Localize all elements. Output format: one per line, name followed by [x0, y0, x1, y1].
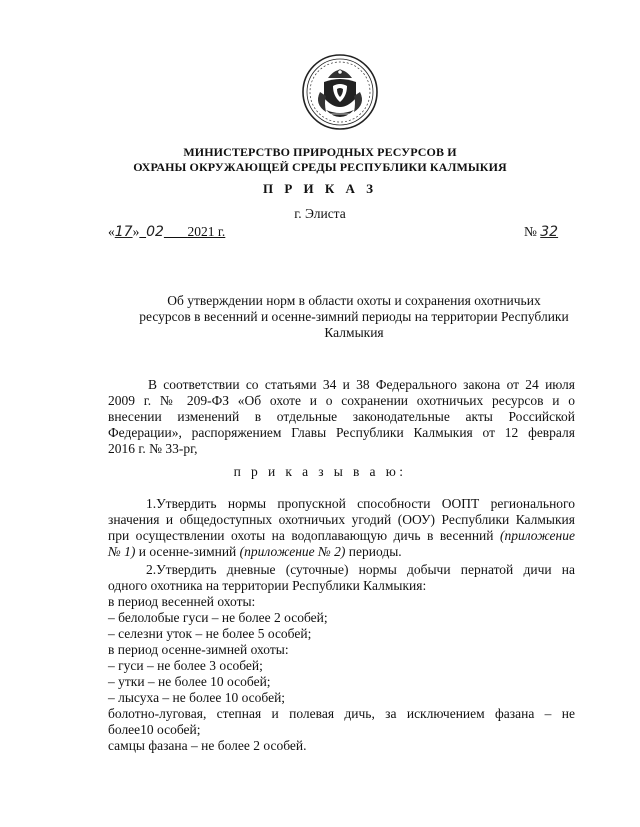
order-number-label: №	[524, 224, 537, 239]
preamble-line: В соответствии со статьями 34 и 38 Федерального закона от 24 июля	[148, 377, 575, 392]
date-open-quote: «	[108, 224, 115, 239]
order-title	[108, 293, 600, 341]
list-item: самцы фазана – не более 2 особей.	[108, 738, 307, 753]
document-type-heading: П Р И К А З	[262, 181, 378, 196]
item-1-line: значения и общедоступных охотничьих угодий (ООУ) Республики Калмыкия	[108, 512, 575, 527]
preamble-line: 2009 г. № 209-ФЗ «Об охоте и о сохранении охотничьих ресурсов и о	[108, 393, 575, 408]
date-year: 2021 г.	[187, 224, 226, 239]
title-line: ресурсов в весенний и осенне-зимний периоды на территории Республики	[139, 309, 569, 324]
date-day-handwritten: 17	[114, 224, 133, 240]
list-item: – утки – не более 10 особей;	[108, 674, 271, 689]
order-number	[524, 224, 558, 240]
item-1-paragraph	[108, 496, 575, 560]
order-number-handwritten: 32	[540, 224, 559, 240]
item-2-paragraph	[108, 562, 575, 594]
item-1-text: и осенне-зимний	[135, 544, 240, 559]
appendix-2-ref: (приложение № 2)	[239, 544, 346, 559]
coat-of-arms-emblem	[300, 52, 380, 132]
city-label: г. Элиста	[294, 206, 346, 221]
date-close-quote: »	[132, 224, 140, 239]
list-item: – гуси – не более 3 особей;	[108, 658, 263, 673]
date-line	[108, 224, 225, 240]
bag-limits-list	[108, 594, 588, 754]
title-line: Калмыкия	[324, 325, 384, 340]
ministry-name-line2: ОХРАНЫ ОКРУЖАЮЩЕЙ СРЕДЫ РЕСПУБЛИКИ КАЛМЫКИЯ	[133, 160, 507, 174]
preamble-line: 2016 г. № 33-рг,	[108, 441, 198, 456]
item-2-line: одного охотника на территории Республики Калмыкия:	[108, 578, 427, 593]
list-item: – белолобые гуси – не более 2 особей;	[108, 610, 328, 625]
item-2-line: 2.Утвердить дневные (суточные) нормы добычи пернатой дичи на	[146, 562, 575, 577]
date-month-handwritten: 02	[146, 224, 164, 240]
item-1-text: при осуществлении охоты на водоплавающую дичь в весенний	[108, 528, 500, 543]
autumn-season-heading: в период осенне-зимней охоты:	[108, 642, 289, 657]
list-item: – лысуха – не более 10 особей;	[108, 690, 286, 705]
date-month-blank	[139, 224, 187, 239]
preamble-line: Федерации», распоряжением Главы Республики Калмыкия от 12 февраля	[108, 425, 575, 440]
item-1-line	[108, 544, 575, 560]
list-item: болотно-луговая, степная и полевая дичь, за исключением фазана – не	[108, 706, 575, 721]
item-1-line	[108, 528, 575, 544]
preamble-line: внесении изменений в отдельные законодательные акты Российской	[108, 409, 575, 424]
appendix-1-ref: (приложение	[499, 528, 575, 543]
decree-word: п р и к а з ы в а ю:	[233, 464, 407, 479]
appendix-1-ref-cont: № 1)	[108, 544, 136, 559]
item-1-line: 1.Утвердить нормы пропускной способности ООПТ регионального	[146, 496, 575, 511]
preamble-paragraph	[108, 377, 575, 457]
item-1-text: периоды.	[345, 544, 402, 559]
title-line: Об утверждении норм в области охоты и сохранения охотничьих	[167, 293, 541, 308]
list-item: – селезни уток – не более 5 особей;	[108, 626, 312, 641]
ministry-name-line1: МИНИСТЕРСТВО ПРИРОДНЫХ РЕСУРСОВ И	[183, 145, 457, 159]
spring-season-heading: в период весенней охоты:	[108, 594, 256, 609]
list-item-cont: более10 особей;	[108, 722, 201, 737]
